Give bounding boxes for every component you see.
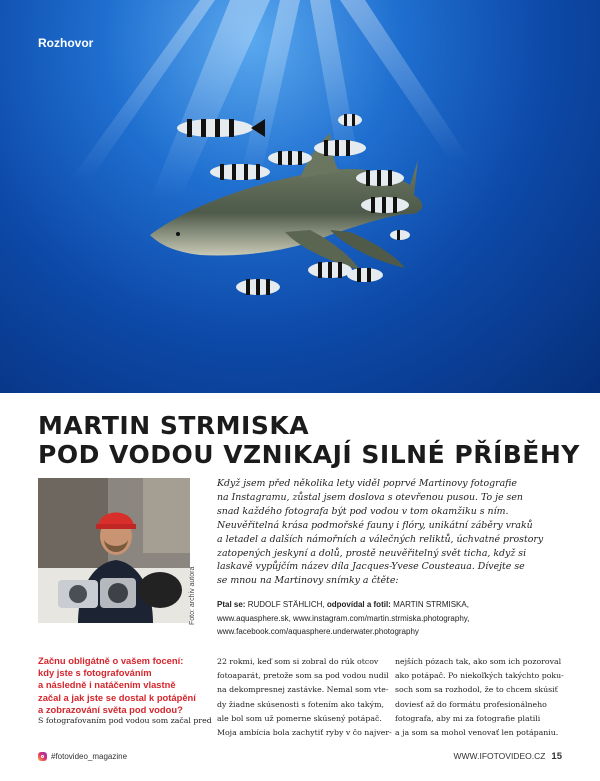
photo-credit [189,555,199,625]
answer-line: soch som sa rozhodol, že to chcem skúsiť [395,685,558,695]
article-title-line-1: MARTIN STRMISKA [38,411,310,440]
answer-line: a ja som sa mohol venovať len potápaniu. [395,728,559,738]
answer-column-2 [217,655,392,740]
answer-line: doviesť až do formátu profesionálneho [395,699,547,709]
answer-line: ako potápač. Po niekoľkých takýchto poku- [395,671,564,681]
portrait-photo [38,478,190,623]
intro-line: zatopených jeskyní a dolů, prostě neuvěřitelný svět ticha, když si [217,547,527,559]
instagram-icon [38,752,47,761]
credits-block [217,598,577,639]
intro-line: Když jsem před několika lety viděl poprvé Martinovy fotografie [217,478,517,489]
intro-text [217,477,562,588]
answer-line: fotoaparát, pretože som sa pod vodou nudil [217,671,389,681]
article-title [38,411,580,469]
footer-site [454,751,563,762]
answer-line: nejších pózach tak, ako som ich pozoroval [395,657,562,666]
answer-line: dy žiadne skúsenosti s fotením ako takým, [217,699,384,709]
interview-question [38,655,213,716]
intro-line: a letadel a dalších námořních a válečných reliktů, úchvatné prostory [217,533,544,545]
answer-line: Moja ambícia bola zachytiť ryby v čo najver- [217,728,392,738]
asked-name: RUDOLF STÄHLICH, [247,600,325,609]
answer-line: ale bol som už pomerne skúsený potápač. [217,713,382,723]
article-title-line-2: POD VODOU VZNIKAJÍ SILNÉ PŘÍBĚHY [38,440,580,469]
question-line: kdy jste s fotografováním [38,667,152,679]
question-line: a následně i natáčením vlastně [38,679,176,691]
answer-line: S fotografovaním pod vodou som začal pred [38,716,212,725]
question-line: Začnu obligátně o vašem focení: [38,655,184,666]
section-label: Rozhovor [38,36,94,50]
photo-credit-text: Foto: archiv autora [189,566,196,625]
page-number: 15 [551,751,562,762]
intro-line: na Instagramu, zůstal jsem doslova s otevřenou pusou. To je sen [217,491,523,503]
intro-line: se mnou na Martinovy snímky a čtěte: [217,575,399,587]
answer-line: na dekompresnej zastávke. Nemal som vte- [217,685,389,695]
answered-label: odpovídal a fotil: [326,600,391,609]
answered-name: MARTIN STRMISKA, [393,600,469,609]
answer-column-3 [395,655,565,740]
question-line: a zobrazování světa pod vodou? [38,703,183,715]
intro-line: Neuvěřitelná krása podmořské fauny i flóry, unikátní záběry vraků [217,519,533,531]
credits-line-1 [217,598,577,612]
credits-links-line[interactable]: www.facebook.com/aquasphere.underwater.photography [217,627,419,636]
asked-label: Ptal se: [217,600,246,609]
intro-line: snad každého fotografa být pod vodou v tom okamžiku s ním. [217,505,509,517]
instagram-handle: #fotovideo_magazine [51,752,128,761]
answer-column-1 [38,714,213,728]
credits-links-line[interactable]: www.aquasphere.sk, www.instagram.com/martin.strmiska.photography, [217,613,470,623]
answer-line: 22 rokmi, keď som si zobral do rúk otcov [217,657,379,666]
site-url[interactable]: WWW.IFOTOVIDEO.CZ [453,751,546,761]
intro-line: laskavě vypůjčím název díla Jacques-Yvese Cousteaua. Dívejte se [217,561,525,573]
question-line: začal a jak jste se dostal k potápění [38,691,196,703]
answer-line: fotografa, aby mi za fotografie platili [395,713,541,723]
footer-instagram[interactable] [38,752,127,761]
